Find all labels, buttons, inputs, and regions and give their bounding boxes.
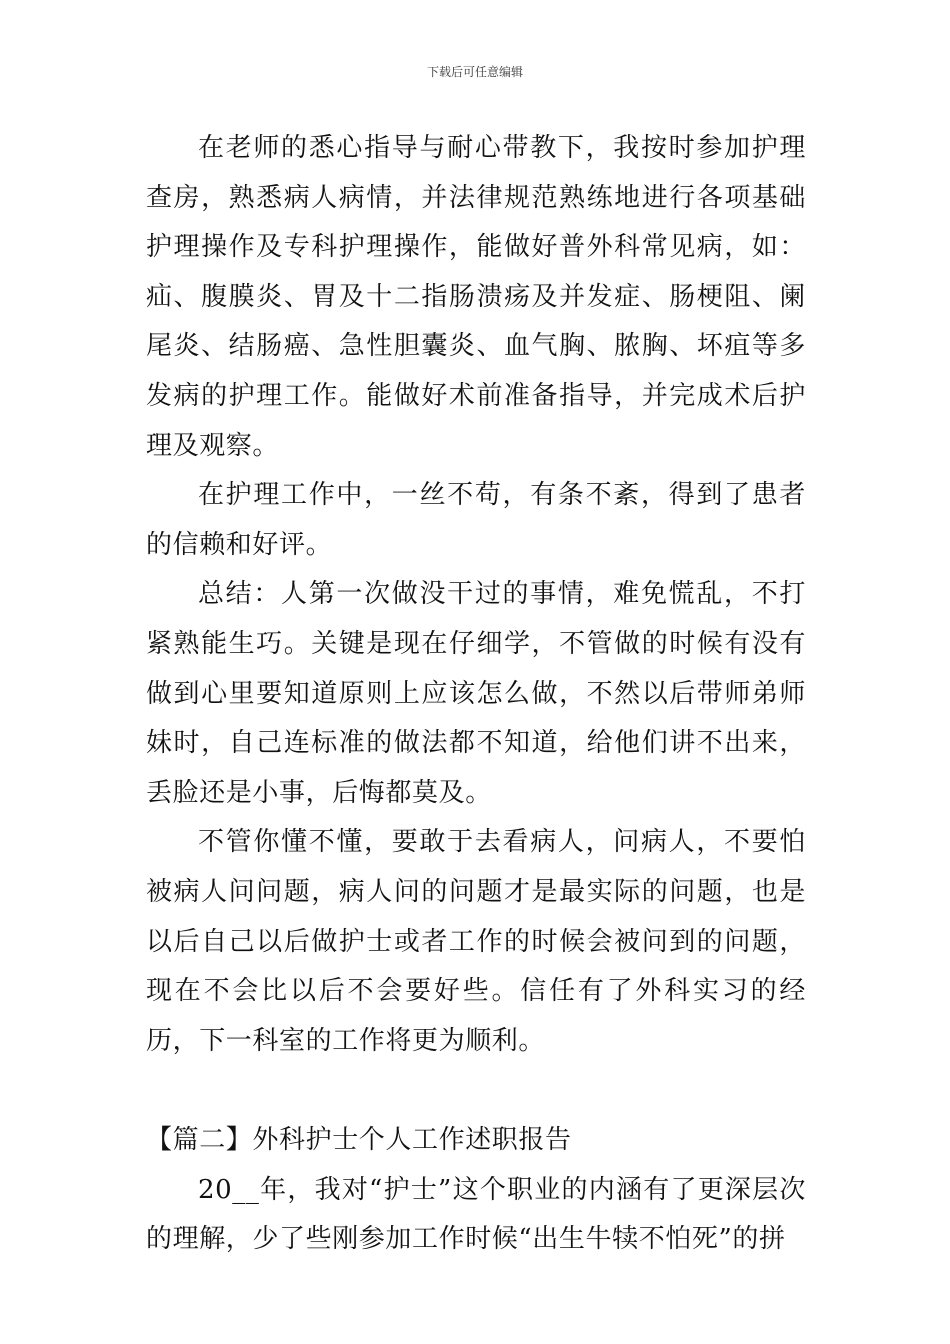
section-heading: 【篇二】外科护士个人工作述职报告	[146, 1125, 572, 1156]
paragraph-2: 在护理工作中，一丝不苟，有条不紊，得到了患者的信赖和好评。	[146, 480, 806, 560]
section-paragraph: 20__年，我对“护士”这个职业的内涵有了更深层次的理解，少了些刚参加工作时候“出生牛犊不怕死”的拼	[146, 1174, 806, 1255]
section-spacer	[146, 1066, 806, 1116]
paragraph-4: 不管你懂不懂，要敢于去看病人，问病人，不要怕被病人问问题，病人问的问题才是最实际的问题，也是以后自己以后做护士或者工作的时候会被问到的问题，现在不会比以后不会要好些。信任有了外科实习的经历，下一科室的工作将更为顺利。	[146, 827, 806, 1056]
header-note: 下载后可任意编辑	[426, 65, 523, 79]
document-body	[146, 124, 806, 1265]
paragraph-1: 在老师的悉心指导与耐心带教下，我按时参加护理查房，熟悉病人病情，并法律规范熟练地进行各项基础护理操作及专科护理操作，能做好普外科常见病，如：疝、腹膜炎、胃及十二指肠溃疡及并发症、肠梗阻、阑尾炎、结肠癌、急性胆囊炎、血气胸、脓胸、坏疽等多发病的护理工作。能做好术前准备指导，并完成术后护理及观察。	[146, 133, 806, 461]
paragraph-3: 总结：人第一次做没干过的事情，难免慌乱，不打紧熟能生巧。关键是现在仔细学，不管做的时候有没有做到心里要知道原则上应该怎么做，不然以后带师弟师妹时，自己连标准的做法都不知道，给他们讲不出来，丢脸还是小事，后悔都莫及。	[146, 579, 806, 808]
